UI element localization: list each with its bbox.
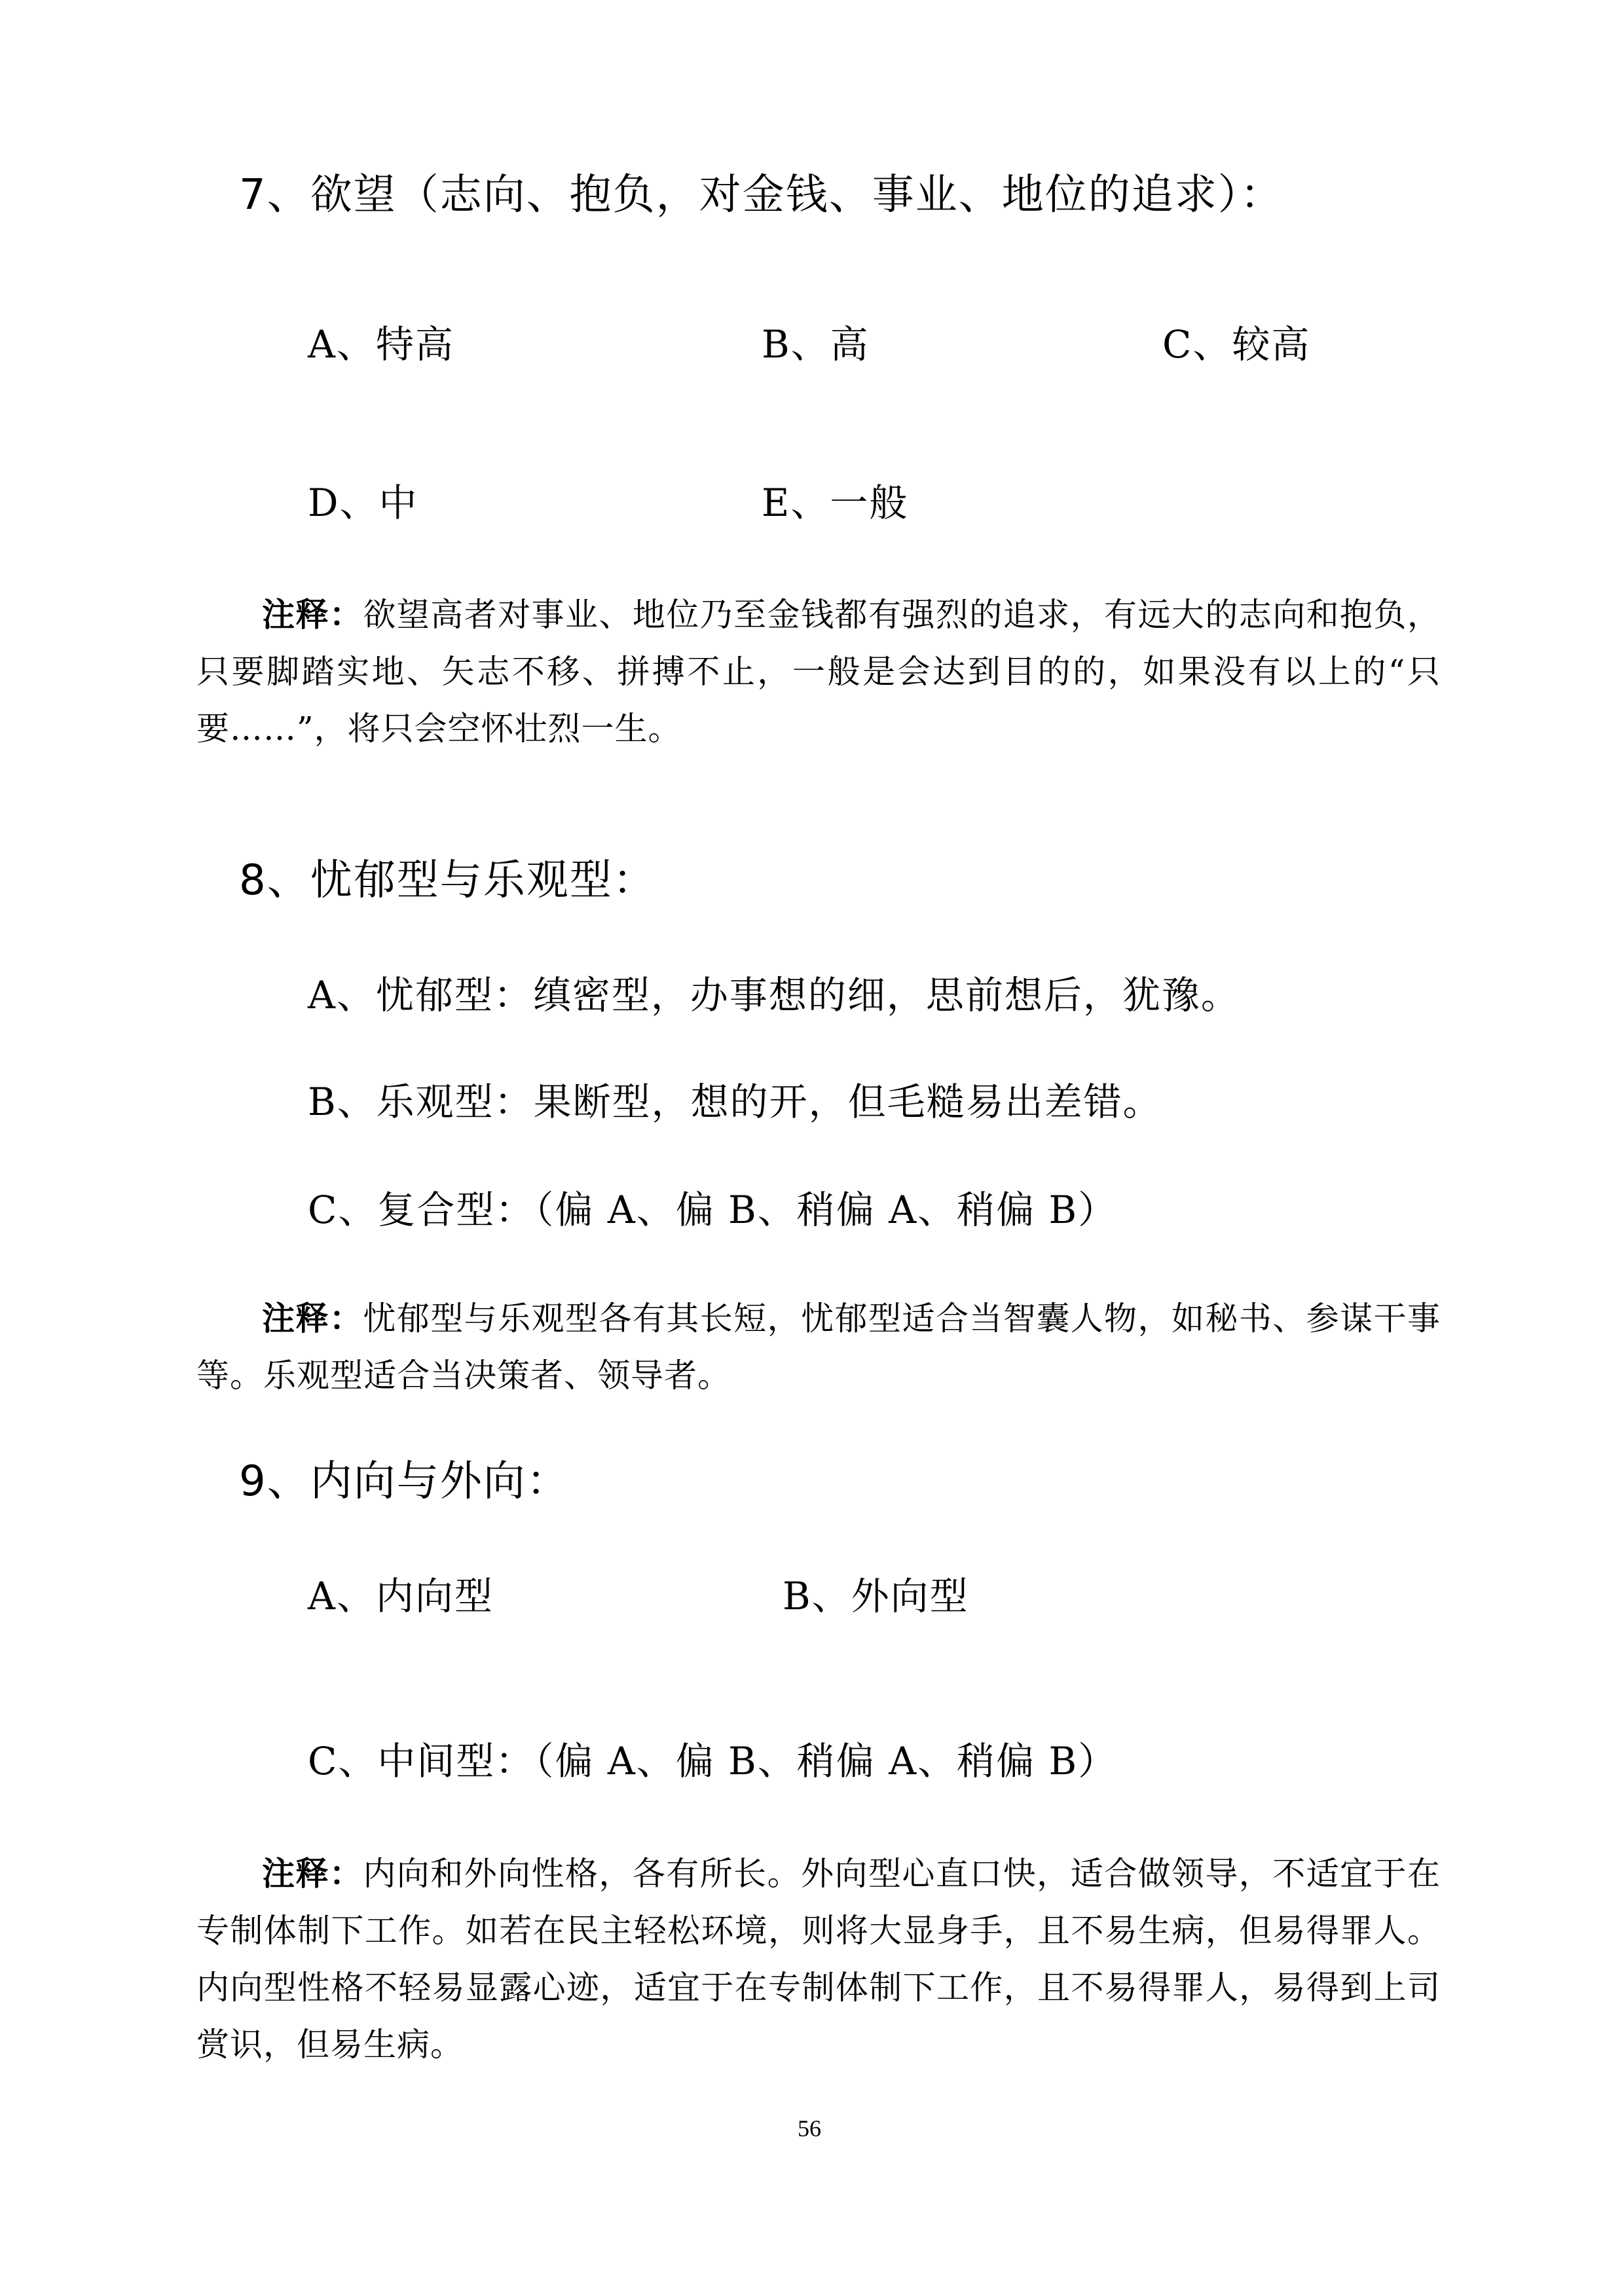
section-9-option-c: C、中间型：（偏 A、偏 B、稍偏 A、稍偏 B） (308, 1739, 1118, 1783)
section-9-heading: 9、内向与外向： (239, 1457, 570, 1506)
section-9-note-text: 内向和外向性格，各有所长。外向型心直口快，适合做领导，不适宜于在专制体制下工作。如若在民主轻松环境，则将大显身手，且不易生病，但易得罪人。内向型性格不轻易显露心迹，适宜于在专制体制下工作，且不易得罪人，易得到上司赏识，但易生病。 (196, 1855, 1441, 2064)
section-7-option-a: A、特高 (308, 322, 454, 367)
section-7-note (196, 586, 1441, 757)
section-7-option-c: C、较高 (1162, 322, 1311, 367)
section-7-option-e: E、一般 (762, 481, 909, 525)
section-8-option-c: C、复合型：（偏 A、偏 B、稍偏 A、稍偏 B） (308, 1188, 1118, 1232)
section-8-option-b: B、乐观型：果断型，想的开，但毛糙易出差错。 (308, 1080, 1162, 1124)
section-7-note-text: 欲望高者对事业、地位乃至金钱都有强烈的追求，有远大的志向和抱负，只要脚踏实地、矢志不移、拼搏不止，一般是会达到目的的，如果没有以上的“只要……”，将只会空怀壮烈一生。 (196, 596, 1441, 748)
section-8-note-text: 忧郁型与乐观型各有其长短，忧郁型适合当智囊人物，如秘书、参谋干事等。乐观型适合当决策者、领导者。 (196, 1300, 1441, 1394)
section-8-note-label: 注释： (262, 1299, 363, 1338)
section-7-note-label: 注释： (262, 595, 363, 634)
section-9-note-label: 注释： (262, 1854, 363, 1893)
section-7-heading: 7、欲望（志向、抱负，对金钱、事业、地位的追求）： (239, 171, 1283, 219)
section-7-option-d: D、中 (308, 481, 418, 525)
section-8-note (196, 1290, 1441, 1404)
page-number: 56 (798, 2115, 821, 2141)
section-7-option-b: B、高 (762, 322, 870, 367)
section-9-option-b: B、外向型 (783, 1574, 969, 1618)
section-8-heading: 8、忧郁型与乐观型： (239, 856, 656, 905)
section-9-option-a: A、内向型 (308, 1574, 494, 1618)
section-9-note (196, 1845, 1441, 2073)
section-8-option-a: A、忧郁型：缜密型，办事想的细，思前想后，犹豫。 (308, 973, 1240, 1017)
